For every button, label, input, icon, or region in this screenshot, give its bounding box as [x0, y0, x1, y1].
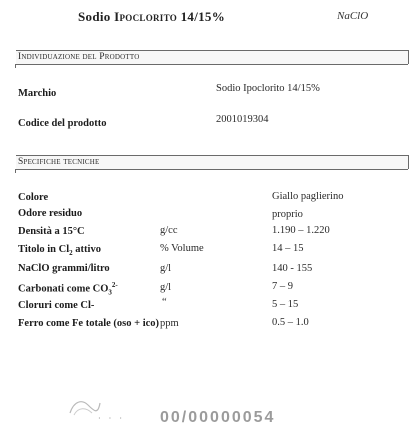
spec-unit-titolo: % Volume [160, 243, 204, 254]
title-concentration: 14/15% [180, 9, 226, 24]
spec-label-titolo-suffix: attivo [72, 244, 101, 255]
footer-fax-number: 00/00000054 [160, 409, 276, 426]
spec-label-cloruri: Cloruri come Cl- [18, 300, 95, 311]
product-value-codice: 2001019304 [216, 114, 269, 125]
spec-label-titolo [18, 244, 101, 257]
section-header-tech-specs [16, 155, 408, 170]
section-bar-tick [15, 169, 16, 173]
document-title [78, 9, 225, 25]
spec-label-densita: Densità a 15°C [18, 226, 85, 237]
spec-value-colore: Giallo paglierino [272, 191, 344, 202]
spec-value-densita: 1.190 – 1.220 [272, 225, 330, 236]
spec-unit-carbonati: g/l [160, 282, 172, 293]
section-header-product-id [16, 50, 408, 65]
spec-label-carbonati-superscript: 2- [111, 281, 118, 289]
spec-unit-ferro: ppm [160, 318, 179, 329]
section-label-tech-specs: Specifiche tecniche [18, 157, 100, 167]
spec-value-cloruri: 5 – 15 [272, 299, 299, 310]
spec-value-titolo: 14 – 15 [272, 243, 304, 254]
section-bar-corner [402, 155, 409, 169]
spec-unit-densita: g/cc [160, 225, 178, 236]
title-word-ipoclorito: Ipoclorito [114, 9, 178, 24]
spec-label-odore: Odore residuo [18, 208, 83, 219]
spec-value-carbonati: 7 – 9 [272, 281, 293, 292]
title-word-sodio: Sodio [78, 9, 111, 24]
spec-value-ferro: 0.5 – 1.0 [272, 317, 309, 328]
spec-label-naclo: NaClO grammi/litro [18, 263, 110, 274]
section-bar-corner [402, 50, 409, 64]
spec-label-colore: Colore [18, 192, 49, 203]
spec-value-naclo: 140 - 155 [272, 263, 313, 274]
spec-label-carbonati-main: Carbonati come CO [18, 283, 109, 295]
spec-value-odore: proprio [272, 209, 303, 220]
chemical-formula: NaClO [337, 10, 369, 22]
product-label-marchio: Marchio [18, 88, 57, 99]
spec-label-titolo-main: Titolo in Cl [18, 244, 70, 255]
spec-label-carbonati-subscript: 3 [108, 288, 112, 297]
spec-unit-cloruri: “ [162, 297, 167, 308]
fax-stamp-icon [66, 397, 102, 417]
product-value-marchio: Sodio Ipoclorito 14/15% [216, 83, 320, 94]
spec-label-ferro: Ferro come Fe totale (oso + ico) [18, 318, 160, 329]
spec-label-carbonati [18, 281, 118, 297]
product-label-codice: Codice del prodotto [18, 118, 107, 129]
section-bar-tick [15, 64, 16, 68]
spec-label-titolo-subscript: 2 [69, 249, 73, 258]
section-label-product-id: Individuazione del Prodotto [18, 52, 140, 62]
footer-dots: · · · [98, 414, 125, 423]
spec-unit-naclo: g/l [160, 263, 172, 274]
